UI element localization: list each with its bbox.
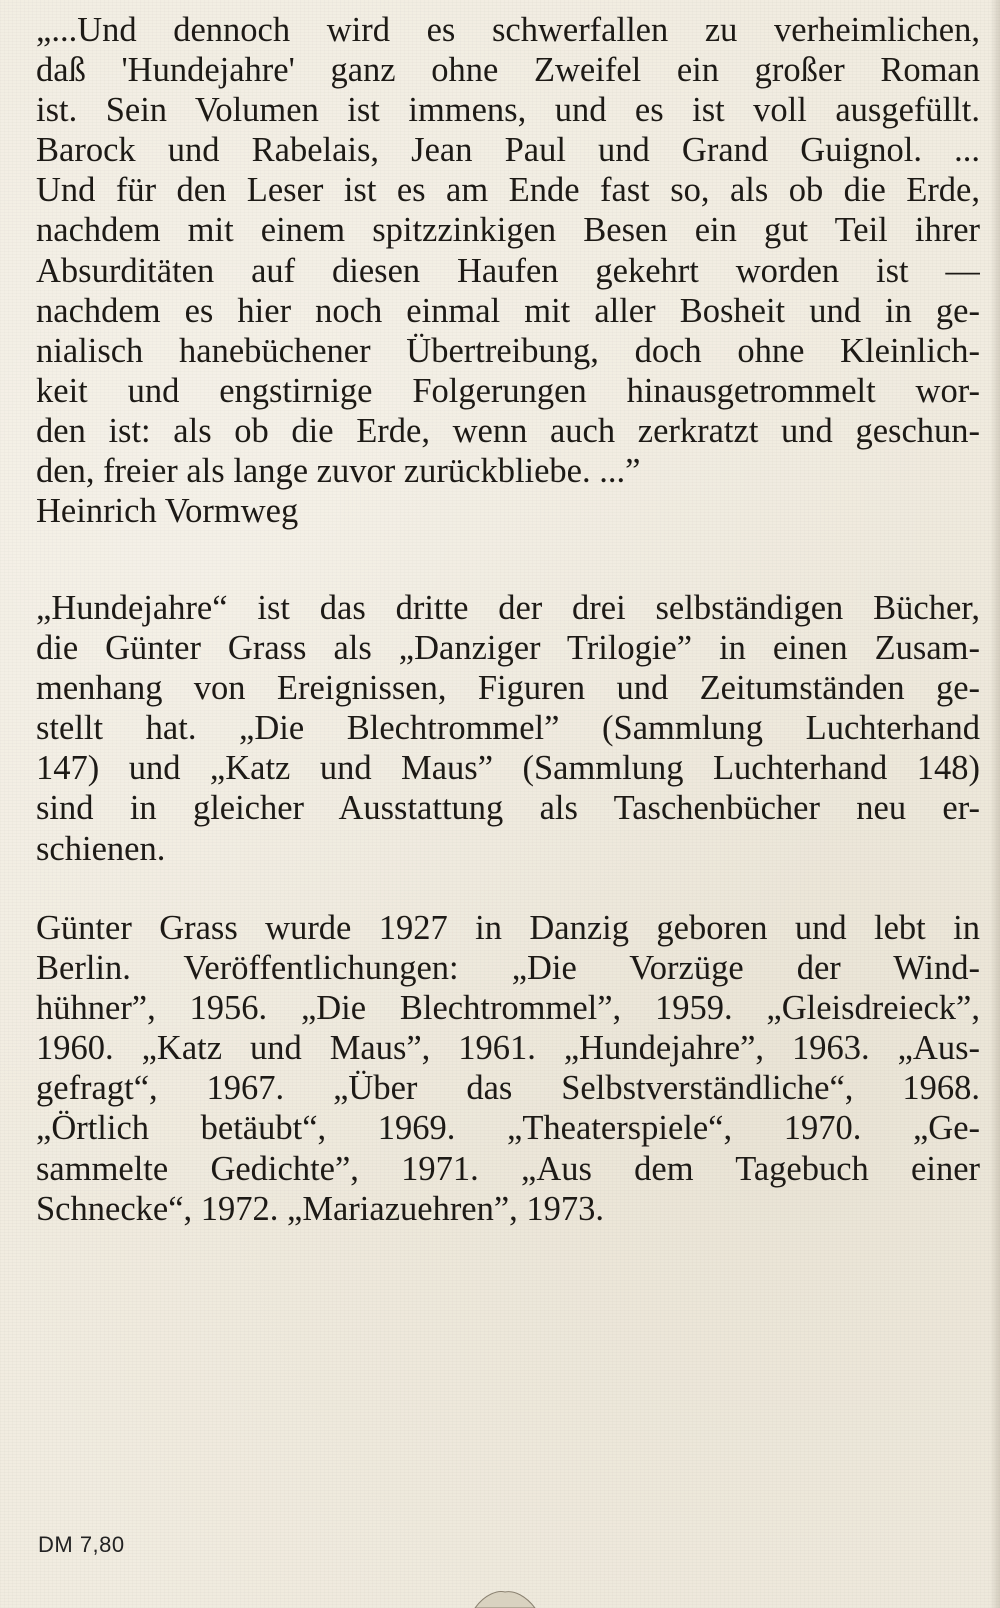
review-author: Heinrich Vormweg (36, 492, 299, 531)
trilogy-line: die Günter Grass als „Danziger Trilogie” in einen Zusam- (36, 629, 980, 668)
bio-line: 1960. „Katz und Maus”, 1961. „Hundejahre”, 1963. „Aus- (36, 1029, 980, 1068)
bio-line: „Örtlich betäubt“, 1969. „Theaterspiele“, 1970. „Ge- (36, 1109, 980, 1148)
trilogy-line: stellt hat. „Die Blechtrommel” (Sammlung Luchterhand (36, 709, 980, 748)
bio-line: sammelte Gedichte”, 1971. „Aus dem Tagebuch einer (36, 1149, 980, 1188)
trilogy-line: menhang von Ereignissen, Figuren und Zeitumständen ge- (36, 669, 980, 708)
review-line: ist. Sein Volumen ist immens, und es ist voll ausgefüllt. (36, 91, 980, 130)
review-line: den, freier als lange zuvor zurückbliebe. ...” (36, 452, 641, 491)
bio-line: gefragt“, 1967. „Über das Selbstverständliche“, 1968. (36, 1069, 980, 1108)
bottom-edge-ornament (470, 1588, 540, 1608)
price-label: DM 7,80 (38, 1532, 125, 1557)
author-bio (36, 908, 980, 1229)
bio-line: Günter Grass wurde 1927 in Danzig geboren und lebt in (36, 909, 980, 947)
trilogy-line: sind in gleicher Ausstattung als Taschenbücher neu er- (36, 789, 980, 828)
review-quote (36, 10, 980, 531)
review-line: keit und engstirnige Folgerungen hinausgetrommelt wor- (36, 371, 980, 410)
trilogy-line: „Hundejahre“ ist das dritte der drei selbständigen Bücher, (36, 589, 980, 627)
review-line: „...Und dennoch wird es schwerfallen zu verheimlichen, (36, 11, 980, 49)
bio-line: Schnecke“, 1972. „Mariazuehren”, 1973. (36, 1189, 605, 1228)
review-line: daß 'Hundejahre' ganz ohne Zweifel ein großer Roman (36, 51, 980, 90)
review-line: nachdem mit einem spitzzinkigen Besen ein gut Teil ihrer (36, 211, 980, 250)
bio-line: hühner”, 1956. „Die Blechtrommel”, 1959. „Gleisdreieck”, (36, 989, 980, 1028)
trilogy-line: schienen. (36, 829, 166, 868)
bio-line: Berlin. Veröffentlichungen: „Die Vorzüge der Wind- (36, 949, 980, 988)
review-line: nachdem es hier noch einmal mit aller Bosheit und in ge- (36, 291, 980, 330)
trilogy-paragraph (36, 588, 980, 869)
review-line: Und für den Leser ist es am Ende fast so, als ob die Erde, (36, 171, 980, 210)
review-line: nialisch hanebüchener Übertreibung, doch ohne Kleinlich- (36, 331, 980, 370)
trilogy-line: 147) und „Katz und Maus” (Sammlung Luchterhand 148) (36, 749, 980, 788)
review-line: den ist: als ob die Erde, wenn auch zerkratzt und geschun- (36, 411, 980, 450)
review-line: Absurditäten auf diesen Haufen gekehrt worden ist — (36, 251, 980, 290)
review-line: Barock und Rabelais, Jean Paul und Grand Guignol. ... (36, 131, 980, 170)
